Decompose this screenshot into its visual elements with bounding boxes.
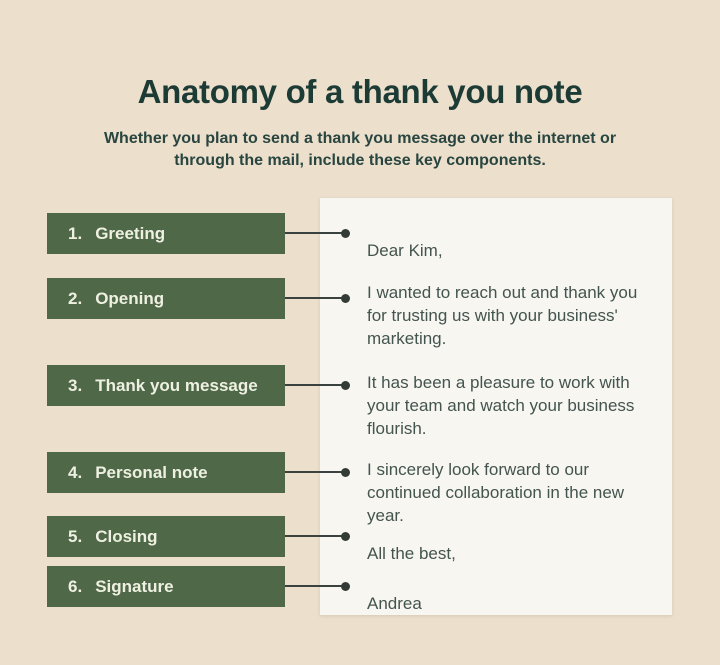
connector-dot: [341, 582, 350, 591]
connector-line: [285, 471, 345, 473]
connector-line: [285, 232, 345, 234]
connector-line: [285, 585, 345, 587]
component-label: Greeting: [95, 223, 166, 243]
component-label: Signature: [95, 576, 174, 596]
component-label: Opening: [95, 288, 165, 308]
note-text-thank-you-message: It has been a pleasure to work with your team and watch your business flourish.: [367, 373, 635, 438]
component-number: 2.: [68, 288, 83, 308]
component-number: 3.: [68, 375, 83, 395]
note-text-opening: I wanted to reach out and thank you for trusting us with your business' marketing.: [367, 283, 638, 348]
component-label: Personal note: [95, 462, 208, 482]
connector-dot: [341, 468, 350, 477]
component-box-thank-you-message: [47, 365, 285, 406]
component-number: 1.: [68, 223, 83, 243]
note-text-closing: All the best,: [367, 544, 456, 563]
component-box-greeting: [47, 213, 285, 254]
component-label: Closing: [95, 526, 158, 546]
connector-dot: [341, 229, 350, 238]
component-box-closing: [47, 516, 285, 557]
page-title: Anatomy of a thank you note: [137, 73, 583, 111]
component-box-personal-note: [47, 452, 285, 493]
component-number: 5.: [68, 526, 83, 546]
connector-dot: [341, 381, 350, 390]
note-text-personal-note: I sincerely look forward to our continued collaboration in the new year.: [367, 460, 625, 525]
page-subtitle: Whether you plan to send a thank you message over the internet or through the mail, include these key components.: [103, 130, 617, 169]
connector-line: [285, 297, 345, 299]
connector-dot: [341, 532, 350, 541]
connector-line: [285, 384, 345, 386]
component-box-opening: [47, 278, 285, 319]
component-number: 6.: [68, 576, 83, 596]
connector-dot: [341, 294, 350, 303]
component-label: Thank you message: [95, 375, 258, 395]
note-text-greeting: Dear Kim,: [367, 241, 443, 260]
connector-line: [285, 535, 345, 537]
note-text-signature: Andrea: [367, 594, 422, 613]
component-box-signature: [47, 566, 285, 607]
component-number: 4.: [68, 462, 83, 482]
